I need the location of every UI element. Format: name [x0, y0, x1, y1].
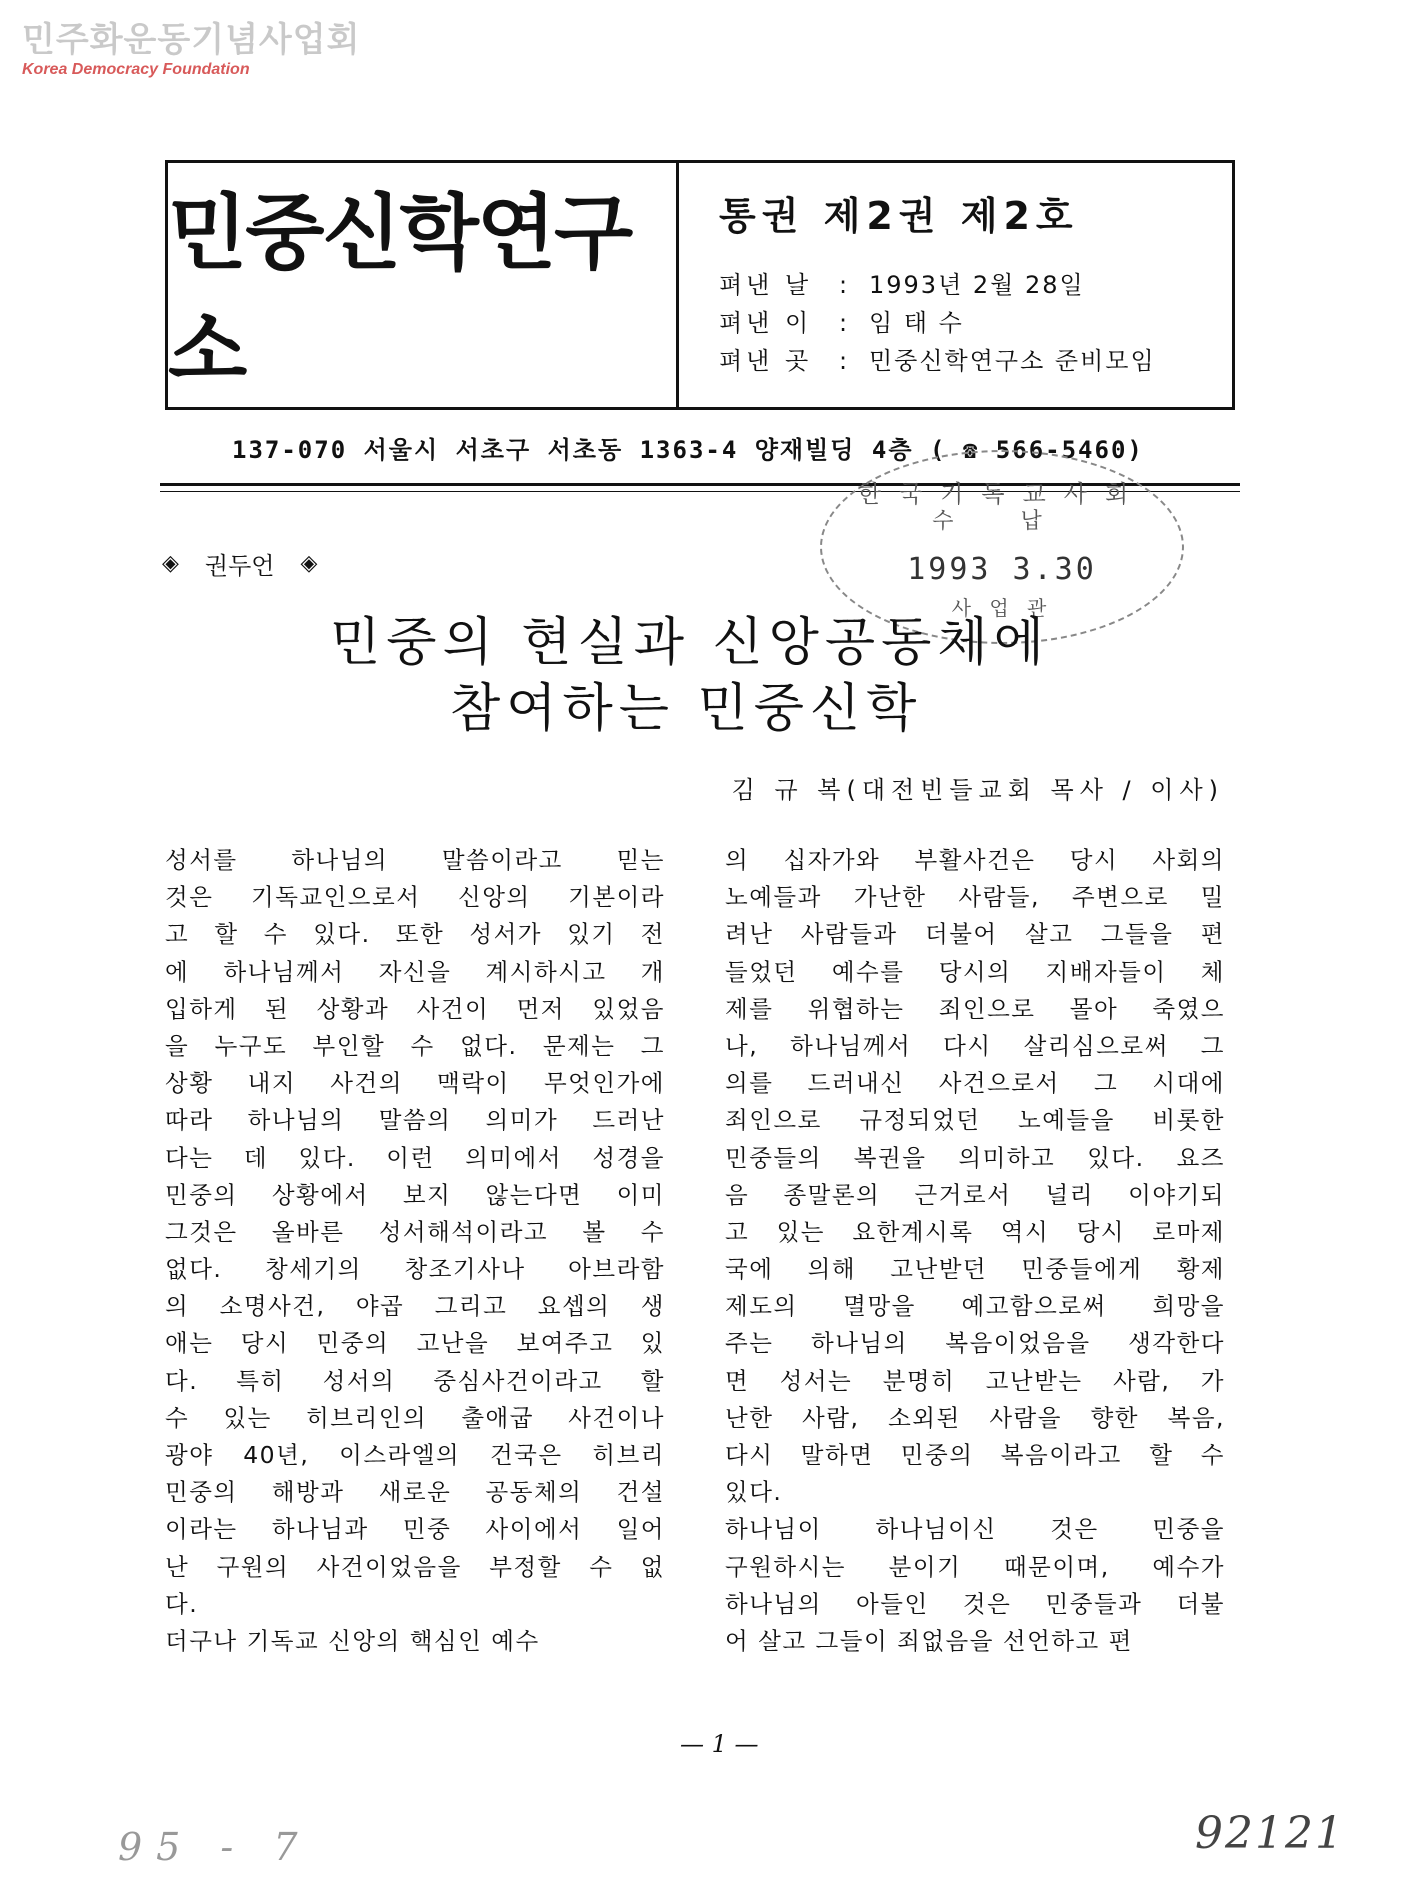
text-line: 없다. 창세기의 창조기사나 아브라함 — [165, 1255, 665, 1284]
text-line: 민중의 해방과 새로운 공동체의 건설 — [165, 1478, 665, 1507]
text-line: 국에 의해 고난받던 민중들에게 황제 — [725, 1255, 1225, 1284]
stamp-top-text: 한국기독교사회 — [857, 480, 1147, 508]
text-line: 다. — [165, 1589, 199, 1618]
text-line: 의를 드러내신 사건으로서 그 시대에 — [725, 1069, 1225, 1098]
text-line: 구원하시는 분이기 때문이며, 예수가 — [725, 1552, 1225, 1581]
text-line: 을 누구도 부인할 수 없다. 문제는 그 — [165, 1031, 665, 1060]
text-line: 것은 기독교인으로서 신앙의 기본이라 — [165, 883, 665, 912]
article-title — [330, 610, 1050, 742]
author-byline: 김 규 복(대전빈들교회 목사 / 이사) — [731, 776, 1224, 804]
text-line: 상황 내지 사건의 맥락이 무엇인가에 — [165, 1069, 665, 1098]
publish-date-row — [719, 266, 1232, 304]
stamp-date: 1993 3.30 — [907, 552, 1097, 587]
text-line: 려난 사람들과 더불어 살고 그들을 편 — [725, 920, 1225, 949]
masthead-info-cell — [679, 163, 1232, 407]
text-line: 다. 특히 성서의 중심사건이라고 할 — [165, 1366, 665, 1395]
text-line: 민중들의 복권을 의미하고 있다. 요즈 — [725, 1143, 1225, 1172]
watermark-english: Korea Democracy Foundation — [22, 61, 250, 78]
masthead — [165, 160, 1235, 410]
text-line: 난 구원의 사건이었음을 부정할 수 없 — [165, 1552, 665, 1581]
section-label — [162, 546, 317, 581]
text-line: 성서를 하나님의 말씀이라고 믿는 — [165, 846, 665, 874]
text-line: 난한 사람, 소외된 사람을 향한 복음, — [725, 1403, 1225, 1432]
text-line: 다시 말하면 민중의 복음이라고 할 수 — [725, 1441, 1225, 1469]
publisher-label: 펴낸 이 — [719, 309, 813, 337]
body-column-left — [165, 842, 665, 1660]
text-line: 에 하나님께서 자신을 계시하시고 개 — [165, 957, 665, 986]
publish-date-label: 펴낸 날 — [719, 271, 813, 299]
publisher-value: 임 태 수 — [869, 309, 964, 337]
diamond-right-icon: ◈ — [300, 551, 318, 576]
text-line: 의 소명사건, 야곱 그리고 요셉의 생 — [165, 1292, 665, 1321]
text-line: 들었던 예수를 당시의 지배자들이 체 — [725, 957, 1225, 986]
article-title-line1: 민중의 현실과 신앙공동체에 — [330, 613, 1050, 673]
text-line: 있다. — [725, 1478, 783, 1507]
publishing-org-colon: : — [839, 347, 848, 375]
body-column-right — [725, 842, 1225, 1660]
text-line: 의 십자가와 부활사건은 당시 사회의 — [725, 846, 1225, 874]
masthead-title: 민중신학연구소 — [168, 186, 632, 398]
text-line: 나, 하나님께서 다시 살리심으로써 그 — [725, 1031, 1225, 1060]
text-line: 하나님의 아들인 것은 민중들과 더불 — [725, 1589, 1225, 1618]
handwritten-note-left: 95 - 7 — [118, 1825, 312, 1869]
diamond-left-icon: ◈ — [162, 551, 179, 576]
text-line: 제도의 멸망을 예고함으로써 희망을 — [725, 1292, 1225, 1321]
text-line: 음 종말론의 근거로서 널리 이야기되 — [725, 1180, 1225, 1209]
text-line: 노예들과 가난한 사람들, 주변으로 밀 — [725, 883, 1225, 912]
text-line: 애는 당시 민중의 고난을 보여주고 있 — [165, 1329, 665, 1358]
text-line: 더구나 기독교 신앙의 핵심인 예수 — [165, 1626, 540, 1655]
text-line: 주는 하나님의 복음이었음을 생각한다 — [725, 1329, 1225, 1358]
text-line: 광야 40년, 이스라엘의 건국은 히브리 — [165, 1441, 665, 1469]
watermark — [22, 20, 360, 80]
publishing-org-row — [719, 342, 1232, 380]
text-line: 수 있는 히브리인의 출애굽 사건이나 — [165, 1403, 665, 1432]
publisher-colon: : — [839, 309, 848, 337]
publish-date-value: 1993년 2월 28일 — [869, 271, 1085, 299]
publishing-org-value: 민중신학연구소 준비모임 — [869, 347, 1156, 375]
stamp-middle-text: 수 납 — [932, 509, 1072, 534]
publish-date-colon: : — [839, 271, 848, 299]
address-line: 137-070 서울시 서초구 서초동 1363-4 양재빌딩 4층 ( ☎ 566-5460) — [232, 436, 1144, 464]
publishing-org-label: 펴낸 곳 — [719, 347, 813, 375]
text-line: 고 할 수 있다. 또한 성서가 있기 전 — [165, 920, 665, 949]
watermark-korean: 민주화운동기념사업회 — [22, 20, 361, 60]
text-line: 하나님이 하나님이신 것은 민중을 — [725, 1515, 1225, 1544]
text-line: 입하게 된 상황과 사건이 먼저 있었음 — [165, 994, 665, 1023]
article-title-line2: 참여하는 민중신학 — [450, 679, 923, 739]
text-line: 그것은 올바른 성서해석이라고 볼 수 — [165, 1217, 665, 1246]
text-line: 제를 위협하는 죄인으로 몰아 죽였으 — [725, 994, 1225, 1023]
text-line: 민중의 상황에서 보지 않는다면 이미 — [165, 1180, 665, 1209]
section-label-text: 권두언 — [204, 552, 275, 580]
text-line: 죄인으로 규정되었던 노예들을 비롯한 — [725, 1106, 1225, 1135]
text-line: 따라 하나님의 말씀의 의미가 드러난 — [165, 1106, 665, 1135]
publisher-row — [719, 304, 1232, 342]
text-line: 면 성서는 분명히 고난받는 사람, 가 — [725, 1366, 1225, 1395]
handwritten-note-right: 92121 — [1195, 1808, 1345, 1859]
issue-number: 통권 제2권 제2호 — [719, 194, 1079, 238]
page-number: — 1 — — [680, 1730, 759, 1758]
text-line: 이라는 하나님과 민중 사이에서 일어 — [165, 1515, 665, 1544]
text-line: 어 살고 그들이 죄없음을 선언하고 편 — [725, 1626, 1133, 1655]
text-line: 다는 데 있다. 이런 의미에서 성경을 — [165, 1143, 665, 1172]
masthead-title-cell — [168, 163, 679, 407]
stamp-bottom-text: 사 업 관 — [951, 596, 1053, 620]
text-line: 고 있는 요한계시록 역시 당시 로마제 — [725, 1217, 1225, 1246]
